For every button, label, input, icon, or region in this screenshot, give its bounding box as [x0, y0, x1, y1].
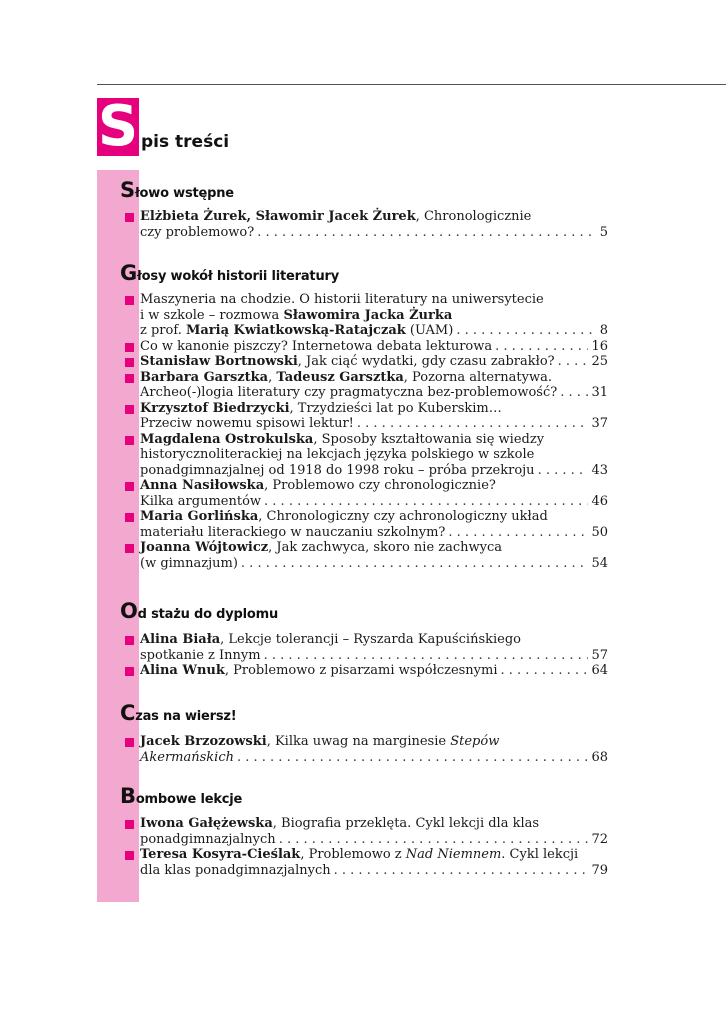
- entry-title: , Sposoby kształtowania się wiedzy: [313, 431, 545, 447]
- section-heading-initial: O: [120, 599, 138, 623]
- dot-leader: [558, 354, 589, 370]
- page-number: 31: [591, 385, 608, 400]
- toc-entry[interactable]: [124, 339, 608, 355]
- entry-title: , Problemowo czy chronologicznie?: [264, 478, 496, 493]
- dot-leader: [538, 463, 589, 479]
- toc-entry[interactable]: Barbara Garsztka, Tadeusz Garsztka, Pozorna alternatywa. Archeo(-)logia literatury czy pragmatyczna bez-problemowość? . . . 31: [124, 370, 608, 401]
- entry-title: i w szkole – rozmowa: [140, 307, 284, 323]
- page-title: pis treści: [141, 132, 230, 152]
- entry-title: spotkanie z Innym: [140, 647, 261, 663]
- entry-title: historycznoliterackiej na lekcjach języka polskiego w szkole: [140, 447, 535, 462]
- entry-author: Marią Kwiatkowską-Ratajczak: [185, 323, 406, 338]
- entry-author: Anna Nasiłowska: [140, 478, 265, 493]
- dot-leader: [279, 832, 589, 848]
- section-heading: [120, 599, 278, 623]
- toc-list: [124, 292, 608, 571]
- section-heading: [120, 784, 242, 808]
- entry-title-italic: Nad Niemnem: [405, 847, 502, 862]
- page-number: 16: [591, 338, 608, 354]
- toc-entry[interactable]: [124, 432, 608, 479]
- toc-entry[interactable]: [124, 734, 608, 765]
- entry-author: Maria Gorlińska: [140, 509, 259, 524]
- entry-title-italic: Stepów: [450, 734, 500, 749]
- toc-list: [124, 209, 608, 240]
- entry-title: , Kilka uwag na marginesie: [266, 734, 451, 749]
- dot-leader: [560, 385, 588, 401]
- entry-title: , Pozorna alternatywa.: [403, 369, 552, 385]
- entry-title: , Jak zachwyca, skoro nie zachwyca: [268, 540, 503, 555]
- toc-list: [124, 816, 608, 878]
- entry-title: materiału literackiego w nauczaniu szkolnym?: [140, 524, 446, 540]
- page-number: 25: [591, 354, 608, 369]
- page-number: 37: [591, 416, 608, 431]
- dot-leader: [456, 323, 596, 339]
- entry-title: ponadgimnazjalnej od 1918 do 1998 roku – próba przekroju: [140, 462, 535, 478]
- entry-title: z prof.: [140, 323, 186, 338]
- entry-title: dla klas ponadgimnazjalnych: [140, 862, 331, 878]
- entry-title: Maszyneria na chodzie. O historii literatury na uniwersytecie: [140, 292, 544, 307]
- toc-entry[interactable]: [124, 540, 608, 571]
- title-initial-box: S: [97, 94, 139, 159]
- entry-author: Stanisław Bortnowski: [140, 354, 298, 369]
- section-heading-initial: C: [120, 701, 136, 725]
- page-number: 72: [591, 831, 608, 847]
- entry-title: , Chronologiczny czy achronologiczny układ: [258, 509, 548, 524]
- entry-author: Jacek Brzozowski: [140, 734, 267, 749]
- page-number: 46: [591, 493, 608, 509]
- dot-leader: [357, 416, 589, 432]
- dot-leader: [241, 556, 589, 572]
- toc-entry[interactable]: [124, 401, 608, 432]
- section-heading-initial: G: [120, 261, 138, 285]
- dot-leader: [264, 494, 588, 510]
- dot-leader: [257, 225, 596, 241]
- entry-title: czy problemowo?: [140, 224, 255, 240]
- entry-author: Teresa Kosyra-Cieślak: [140, 847, 301, 862]
- entry-title: , Lekcje tolerancji – Ryszarda Kapuścińskiego: [220, 632, 522, 647]
- entry-author: Alina Wnuk: [140, 663, 225, 678]
- dot-leader: [448, 525, 588, 541]
- toc-entry[interactable]: [124, 354, 608, 370]
- entry-author: Krzysztof Biedrzycki: [140, 400, 290, 416]
- entry-title: (w gimnazjum): [140, 555, 238, 571]
- page-number: 5: [599, 224, 608, 240]
- toc-entry[interactable]: [124, 292, 608, 339]
- toc-entry[interactable]: [124, 632, 608, 663]
- entry-title: ponadgimnazjalnych: [140, 831, 276, 847]
- entry-title: Kilka argumentów: [140, 493, 262, 509]
- dot-leader: [495, 339, 588, 355]
- entry-author: Iwona Gałężewska: [140, 816, 273, 831]
- entry-author: Tadeusz Garsztka: [276, 369, 404, 385]
- toc-entry[interactable]: [124, 509, 608, 540]
- section-heading-rest: d stażu do dyplomu: [137, 607, 278, 622]
- section-heading-rest: ombowe lekcje: [135, 792, 243, 807]
- page-number: 57: [591, 647, 608, 663]
- entry-author: Magdalena Ostrokulska: [140, 431, 314, 447]
- section-heading: [120, 178, 234, 202]
- entry-title: , Biografia przeklęta. Cykl lekcji dla klas: [272, 816, 540, 831]
- entry-author: Barbara Garsztka: [140, 369, 269, 385]
- dot-leader: [501, 663, 589, 679]
- section-heading-initial: S: [120, 178, 135, 202]
- toc-entry[interactable]: [124, 478, 608, 509]
- entry-author: Elżbieta Żurek, Sławomir Jacek Żurek: [140, 209, 416, 224]
- entry-title: Co w kanonie piszczy? Internetowa debata lekturowa: [140, 338, 493, 354]
- page-number: 43: [591, 462, 608, 478]
- entry-author: Joanna Wójtowicz: [140, 540, 269, 555]
- toc-list: [124, 632, 608, 679]
- entry-title: , Chronologicznie: [415, 209, 532, 224]
- section-heading-rest: zas na wiersz!: [135, 709, 237, 724]
- entry-title: , Problemowo z: [300, 847, 406, 862]
- toc-entry[interactable]: [124, 847, 608, 878]
- page-number: 64: [591, 663, 608, 678]
- toc-entry[interactable]: [124, 209, 608, 240]
- page-number: 50: [591, 524, 608, 540]
- entry-title: . Cykl lekcji: [501, 847, 579, 862]
- entry-author: Sławomira Jacka Żurka: [283, 307, 453, 323]
- page-number: 8: [599, 323, 608, 338]
- entry-title: Przeciw nowemu spisowi lektur!: [140, 416, 354, 431]
- entry-title: Archeo(-)logia literatury czy pragmatyczna bez-problemowość?: [140, 385, 558, 400]
- section-heading-rest: łowo wstępne: [134, 186, 234, 201]
- section-heading-initial: B: [120, 784, 136, 808]
- dot-leader: [237, 750, 588, 766]
- toc-entry[interactable]: [124, 816, 608, 847]
- page-number: 54: [591, 555, 608, 571]
- entry-title: , Problemowo z pisarzami współczesnymi: [224, 663, 498, 678]
- page-number: 79: [591, 862, 608, 878]
- toc-list: [124, 734, 608, 765]
- entry-title: (UAM): [405, 323, 454, 338]
- entry-title: , Trzydzieści lat po Kuberskim…: [289, 400, 502, 416]
- entry-author: Alina Biała: [140, 632, 221, 647]
- entry-title: , Jak ciąć wydatki, gdy czasu zabrakło?: [297, 354, 555, 369]
- toc-entry[interactable]: [124, 663, 608, 679]
- section-heading: [120, 701, 237, 725]
- dot-leader: [264, 648, 589, 664]
- page-number: 68: [591, 749, 608, 765]
- top-rule: [97, 84, 726, 85]
- section-heading: [120, 261, 339, 285]
- section-heading-rest: łosy wokół historii literatury: [137, 269, 339, 284]
- dot-leader: [334, 863, 589, 879]
- entry-title-italic: Akermańskich: [140, 749, 234, 765]
